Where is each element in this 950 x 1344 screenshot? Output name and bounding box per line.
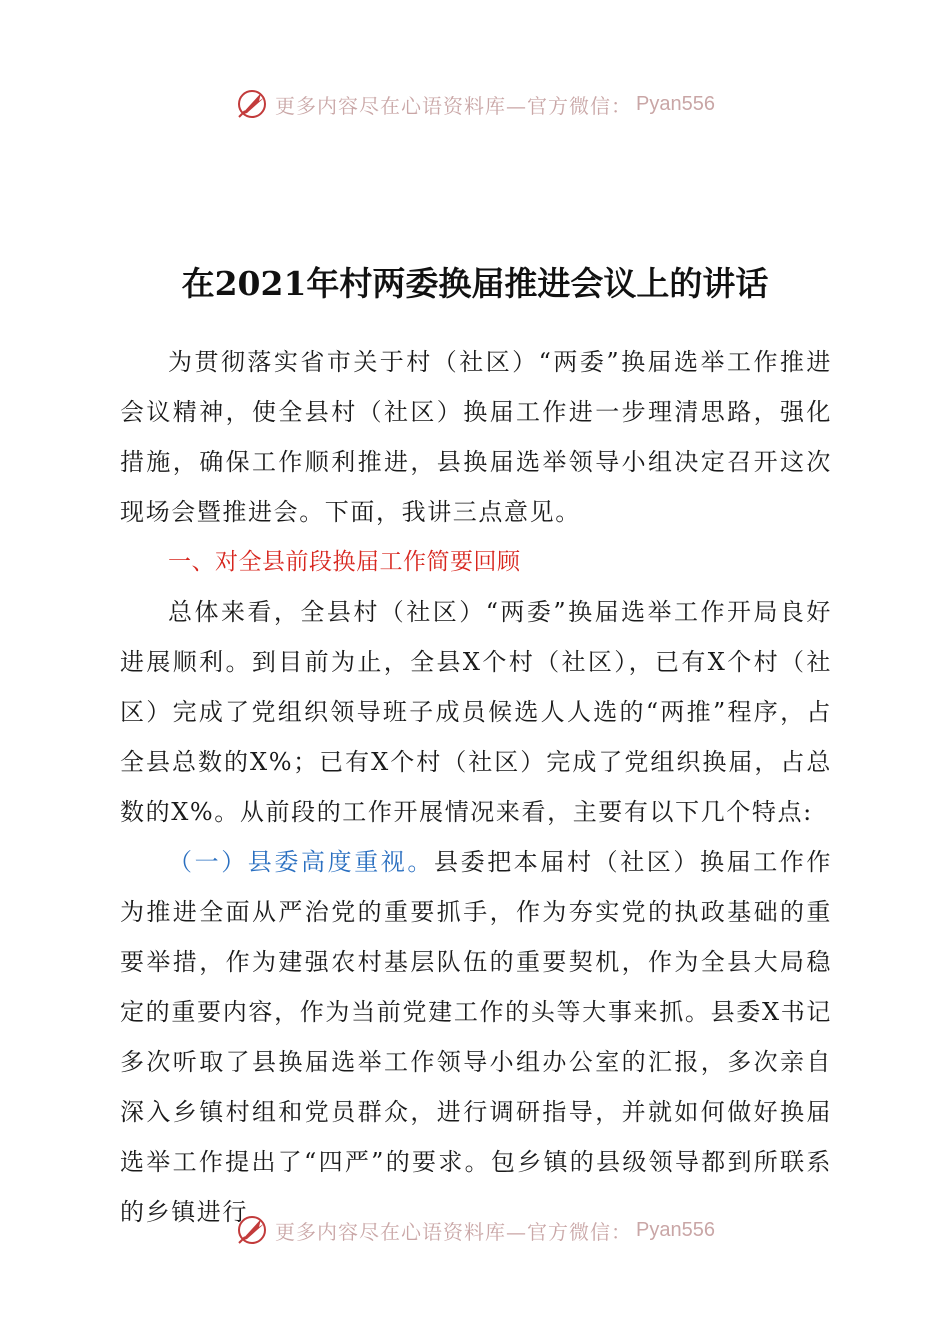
watermark-text: 更多内容尽在心语资料库—官方微信： (275, 93, 633, 118)
intro-paragraph: 为贯彻落实省市关于村（社区）“两委”换届选举工作推进会议精神，使全县村（社区）换届工作进一步理清思路，强化措施，确保工作顺利推进，县换届选举领导小组决定召开这次现场会暨推进会。下面，我讲三点意见。 (120, 348, 832, 526)
subsection-heading-1: （一）县委高度重视。 (168, 848, 434, 876)
watermark-header (0, 84, 950, 124)
document-body (120, 337, 832, 1237)
watermark-text: 更多内容尽在心语资料库—官方微信： (275, 1219, 633, 1244)
document-title: 在2021年村两委换届推进会议上的讲话 (181, 264, 769, 303)
subsection-1-body: 县委把本届村（社区）换届工作作为推进全面从严治党的重要抓手，作为夯实党的执政基础的重要举措，作为建强农村基层队伍的重要契机，作为全县大局稳定的重要内容，作为当前党建工作的头等大事来抓。县委X书记多次听取了县换届选举工作领导小组办公室的汇报，多次亲自深入乡镇村组和党员群众，进行调研指导，并就如何做好换届选举工作提出了“四严”的要求。包乡镇的县级领导都到所联系的乡镇进行 (120, 848, 832, 1226)
section-heading-1: 一、对全县前段换届工作简要回顾 (168, 549, 521, 575)
watermark-wechat-id: Pyan556 (636, 1218, 715, 1241)
section-1-paragraph: 总体来看，全县村（社区）“两委”换届选举工作开局良好进展顺利。到目前为止，全县X个村（社区），已有X个村（社区）完成了党组织领导班子成员候选人人选的“两推”程序，占全县总数的X%；已有X个村（社区）完成了党组织换届，占总数的X%。从前段的工作开展情况来看，主要有以下几个特点: (120, 598, 832, 826)
quill-logo-icon (235, 87, 269, 121)
watermark-footer (0, 1210, 950, 1250)
quill-logo-icon (235, 1213, 269, 1247)
subsection-1-paragraph (120, 837, 832, 1237)
watermark-wechat-id: Pyan556 (636, 92, 715, 115)
